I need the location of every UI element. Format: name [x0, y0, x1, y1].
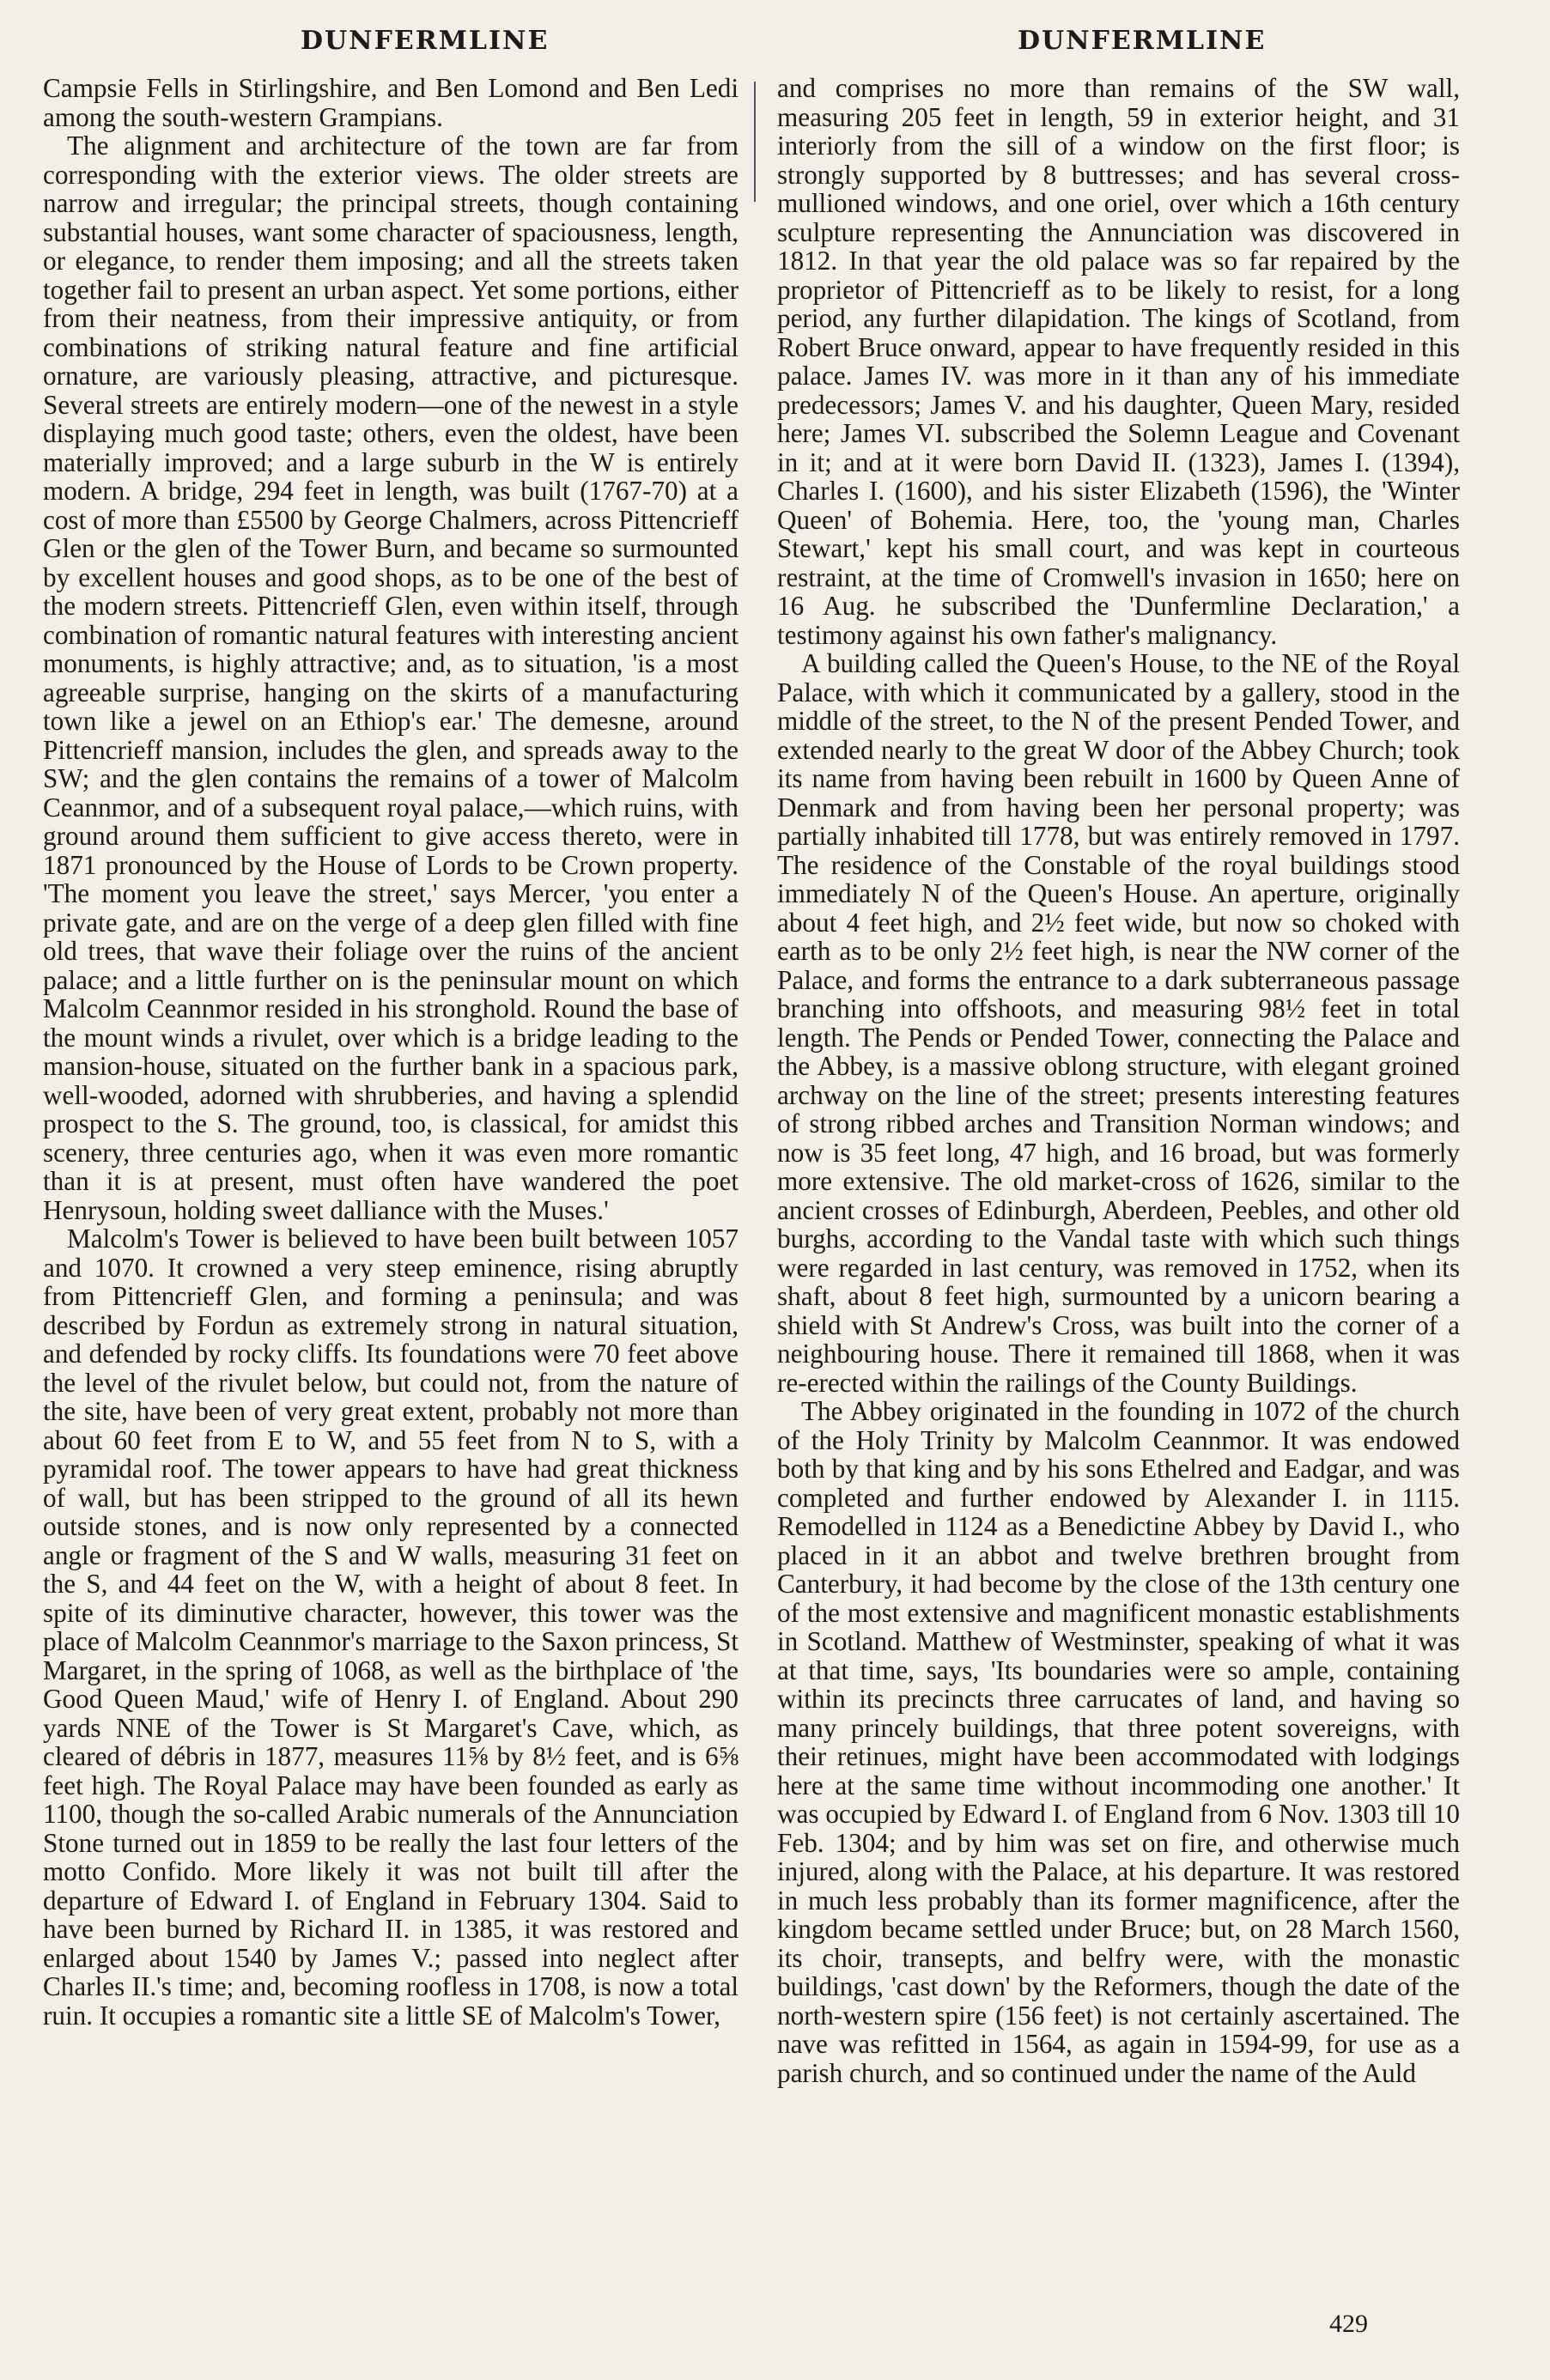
paragraph: A building called the Queen's House, to the NE of the Royal Palace, with which it communicated by a gallery, stood in the middle of the street, to the N of the present Pended Tower, and extended nearly to the great W door of the Abbey Church; took its name from having been rebuilt in 1600 by Queen Anne of Denmark and from having been her personal property; was partially inhabited till 1778, but was entirely removed in 1797. The residence of the Constable of the royal buildings stood immediately N of the Queen's House. An aperture, originally about 4 feet high, and 2½ feet wide, but now so choked with earth as to be only 2½ feet high, is near the NW corner of the Palace, and forms the entrance to a dark subterraneous passage branching into offshoots, and measuring 98½ feet in total length. The Pends or Pended Tower, connecting the Palace and the Abbey, is a massive oblong structure, with elegant groined archway on the line of the street; presents interesting features of strong ribbed arches and Transition Norman windows; and now is 35 feet long, 47 high, and 16 broad, but was formerly more extensive. The old market-cross of 1626, similar to the ancient crosses of Edinburgh, Aberdeen, Peebles, and other old burghs, according to the Vandal taste with which such things were regarded in last century, was removed in 1752, when its shaft, about 8 feet high, surmounted by a unicorn bearing a shield with St Andrew's Cross, was built into the corner of a neighbouring house. There it remained till 1868, when it was re-erected within the railings of the County Buildings.: [777, 648, 1460, 1398]
paragraph: Malcolm's Tower is believed to have been built between 1057 and 1070. It crowned a very steep eminence, rising abruptly from Pittencrieff Glen, and forming a peninsula; and was described by Fordun as extremely strong in natural situation, and defended by rocky cliffs. Its foundations were 70 feet above the level of the rivulet below, but could not, from the nature of the site, have been of very great extent, probably not more than about 60 feet from E to W, and 55 feet from N to S, with a pyramidal roof. The tower appears to have had great thickness of wall, but has been stripped to the ground of all its hewn outside stones, and is now only represented by a connected angle or fragment of the S and W walls, measuring 31 feet on the S, and 44 feet on the W, with a height of about 8 feet. In spite of its diminutive character, however, this tower was the place of Malcolm Ceannmor's marriage to the Saxon princess, St Margaret, in the spring of 1068, as well as the birthplace of 'the Good Queen Maud,' wife of Henry I. of England. About 290 yards NNE of the Tower is St Margaret's Cave, which, as cleared of débris in 1877, measures 11⅝ by 8½ feet, and is 6⅝ feet high. The Royal Palace may have been founded as early as 1100, though the so-called Arabic numerals of the Annunciation Stone turned out in 1859 to be really the last four letters of the motto Confido. More likely it was not built till after the departure of Edward I. of England in February 1304. Said to have been burned by Richard II. in 1385, it was restored and enlarged about 1540 by James V.; passed into neglect after Charles II.'s time; and, becoming roofless in 1708, is now a total ruin. It occupies a romantic site a little SE of Malcolm's Tower,: [43, 1223, 739, 2031]
paragraph: Campsie Fells in Stirlingshire, and Ben Lomond and Ben Ledi among the south-western Grampians.: [43, 73, 739, 132]
paragraph: and comprises no more than remains of the SW wall, measuring 205 feet in length, 59 in exterior height, and 31 interiorly from the sill of a window on the first floor; is strongly supported by 8 buttresses; and has several cross-mullioned windows, and one oriel, over which a 16th century sculpture representing the Annunciation was discovered in 1812. In that year the old palace was so far repaired by the proprietor of Pittencrieff as to be likely to resist, for a long period, any further dilapidation. The kings of Scotland, from Robert Bruce onward, appear to have frequently resided in this palace. James IV. was more in it than any of his immediate predecessors; James V. and his daughter, Queen Mary, resided here; James VI. subscribed the Solemn League and Covenant in it; and at it were born David II. (1323), James I. (1394), Charles I. (1600), and his sister Elizabeth (1596), the 'Winter Queen' of Bohemia. Here, too, the 'young man, Charles Stewart,' kept his small court, and was kept in courteous restraint, at the time of Cromwell's invasion in 1650; here on 16 Aug. he subscribed the 'Dunfermline Declaration,' a testimony against his own father's malignancy.: [777, 73, 1460, 650]
running-header-left: DUNFERMLINE: [301, 26, 550, 56]
column-divider: [754, 82, 756, 202]
page-number: 429: [1329, 2310, 1368, 2338]
left-column: [43, 74, 739, 2030]
running-header-right: DUNFERMLINE: [1018, 26, 1267, 56]
paragraph: The Abbey originated in the founding in 1072 of the church of the Holy Trinity by Malcolm Ceannmor. It was endowed both by that king and by his sons Ethelred and Eadgar, and was completed and further endowed by Alexander I. in 1115. Remodelled in 1124 as a Benedictine Abbey by David I., who placed in it an abbot and twelve brethren brought from Canterbury, it had become by the close of the 13th century one of the most extensive and magnificent monastic establishments in Scotland. Matthew of Westminster, speaking of what it was at that time, says, 'Its boundaries were so ample, containing within its precincts three carrucates of land, and having so many princely buildings, that three potent sovereigns, with their retinues, might have been accommodated with lodgings here at the same time without incommoding one another.' It was occupied by Edward I. of England from 6 Nov. 1303 till 10 Feb. 1304; and by him was set on fire, and otherwise much injured, along with the Palace, at his departure. It was restored in much less probably than its former magnificence, after the kingdom became settled under Bruce; but, on 28 March 1560, its choir, transepts, and belfry were, with the monastic buildings, 'cast down' by the Reformers, though the date of the north-western spire (156 feet) is not certainly ascertained. The nave was refitted in 1564, as again in 1594-99, for use as a parish church, and so continued under the name of the Auld: [777, 1396, 1460, 2088]
right-column: [777, 74, 1460, 2087]
paragraph: The alignment and architecture of the town are far from corresponding with the exterior views. The older streets are narrow and irregular; the principal streets, though containing substantial houses, want some character of spaciousness, length, or elegance, to render them imposing; and all the streets taken together fail to present an urban aspect. Yet some portions, either from their neatness, from their impressive antiquity, or from combinations of striking natural feature and fine artificial ornature, are variously pleasing, attractive, and picturesque. Several streets are entirely modern—one of the newest in a style displaying much good taste; others, even the oldest, have been materially improved; and a large suburb in the W is entirely modern. A bridge, 294 feet in length, was built (1767-70) at a cost of more than £5500 by George Chalmers, across Pittencrieff Glen or the glen of the Tower Burn, and became so surmounted by excellent houses and good shops, as to be one of the best of the modern streets. Pittencrieff Glen, even within itself, through combination of romantic natural features with interesting ancient monuments, is highly attractive; and, as to situation, 'is a most agreeable surprise, hanging on the skirts of a manufacturing town like a jewel on an Ethiop's ear.' The demesne, around Pittencrieff mansion, includes the glen, and spreads away to the SW; and the glen contains the remains of a tower of Malcolm Ceannmor, and of a subsequent royal palace,—which ruins, with ground around them sufficient to give access thereto, were in 1871 pronounced by the House of Lords to be Crown property. 'The moment you leave the street,' says Mercer, 'you enter a private gate, and are on the verge of a deep glen filled with fine old trees, that wave their foliage over the ruins of the ancient palace; and a little further on is the peninsular mount on which Malcolm Ceannmor resided in his stronghold. Round the base of the mount winds a rivulet, over which is a bridge leading to the mansion-house, situated on the further bank in a spacious park, well-wooded, adorned with shrubberies, and having a splendid prospect to the S. The ground, too, is classical, for amidst this scenery, three centuries ago, when it was even more romantic than it is at present, must often have wandered the poet Henrysoun, holding sweet dalliance with the Muses.': [43, 131, 739, 1225]
